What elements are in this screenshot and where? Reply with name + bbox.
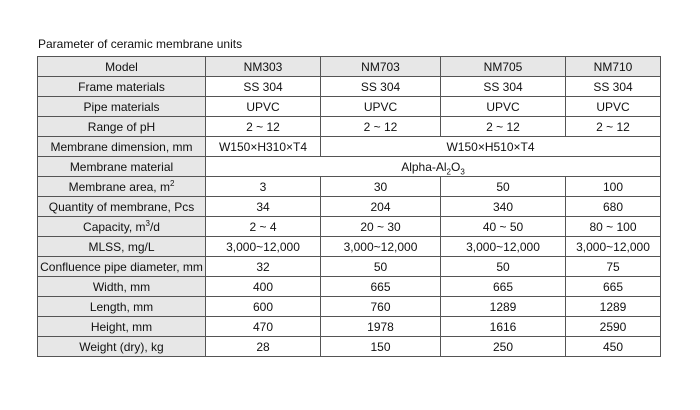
formula-subscript: 3 bbox=[460, 166, 465, 176]
row-label: Length, mm bbox=[38, 297, 206, 317]
table-cell: 1289 bbox=[441, 297, 566, 317]
table-cell: UPVC bbox=[321, 97, 441, 117]
header-row bbox=[38, 57, 661, 77]
table-cell: 2590 bbox=[566, 317, 661, 337]
table-cell: 204 bbox=[321, 197, 441, 217]
table-cell: 80 ~ 100 bbox=[566, 217, 661, 237]
table-cell: 3,000~12,000 bbox=[441, 237, 566, 257]
table-cell: 665 bbox=[566, 277, 661, 297]
table-cell: 450 bbox=[566, 337, 661, 357]
table-cell: W150×H310×T4 bbox=[206, 137, 321, 157]
table-row bbox=[38, 157, 661, 177]
table-cell: 2 ~ 12 bbox=[206, 117, 321, 137]
row-label: Width, mm bbox=[38, 277, 206, 297]
table-cell: 150 bbox=[321, 337, 441, 357]
column-header-nm303: NM303 bbox=[206, 57, 321, 77]
column-header-nm703: NM703 bbox=[321, 57, 441, 77]
row-label bbox=[38, 217, 206, 237]
column-header-nm705: NM705 bbox=[441, 57, 566, 77]
table-cell: 20 ~ 30 bbox=[321, 217, 441, 237]
table-cell: 2 ~ 4 bbox=[206, 217, 321, 237]
formula-text: O bbox=[451, 159, 461, 174]
table-cell-merged: W150×H510×T4 bbox=[321, 137, 661, 157]
table-cell: 3,000~12,000 bbox=[566, 237, 661, 257]
table-cell: 32 bbox=[206, 257, 321, 277]
table-row bbox=[38, 177, 661, 197]
table-row bbox=[38, 277, 661, 297]
table-cell: 760 bbox=[321, 297, 441, 317]
table-cell: 100 bbox=[566, 177, 661, 197]
table-row bbox=[38, 137, 661, 157]
table-cell: 1289 bbox=[566, 297, 661, 317]
table-cell: 470 bbox=[206, 317, 321, 337]
table-cell: 665 bbox=[321, 277, 441, 297]
table-cell: 3,000~12,000 bbox=[206, 237, 321, 257]
table-cell: 40 ~ 50 bbox=[441, 217, 566, 237]
table-cell: 34 bbox=[206, 197, 321, 217]
table-cell: 2 ~ 12 bbox=[321, 117, 441, 137]
table-cell-merged bbox=[206, 157, 661, 177]
table-caption: Parameter of ceramic membrane units bbox=[38, 37, 243, 51]
table-cell: 28 bbox=[206, 337, 321, 357]
row-label: Quantity of membrane, Pcs bbox=[38, 197, 206, 217]
table-cell: 3,000~12,000 bbox=[321, 237, 441, 257]
formula-text: Alpha-Al bbox=[401, 159, 447, 174]
row-label: Weight (dry), kg bbox=[38, 337, 206, 357]
table-row bbox=[38, 337, 661, 357]
table-cell: 1616 bbox=[441, 317, 566, 337]
table-row bbox=[38, 237, 661, 257]
table-cell: UPVC bbox=[566, 97, 661, 117]
row-label: Height, mm bbox=[38, 317, 206, 337]
table-row bbox=[38, 77, 661, 97]
row-label: MLSS, mg/L bbox=[38, 237, 206, 257]
row-label: Confluence pipe diameter, mm bbox=[38, 257, 206, 277]
table-cell: 250 bbox=[441, 337, 566, 357]
unit-superscript: 3 bbox=[145, 218, 150, 228]
row-label: Membrane material bbox=[38, 157, 206, 177]
table-cell: 600 bbox=[206, 297, 321, 317]
table-cell: 680 bbox=[566, 197, 661, 217]
table-cell: UPVC bbox=[206, 97, 321, 117]
table-cell: 400 bbox=[206, 277, 321, 297]
column-header-model: Model bbox=[38, 57, 206, 77]
table-cell: SS 304 bbox=[321, 77, 441, 97]
table-cell: 30 bbox=[321, 177, 441, 197]
table-cell: 1978 bbox=[321, 317, 441, 337]
row-label bbox=[38, 177, 206, 197]
table-cell: 75 bbox=[566, 257, 661, 277]
table-cell: 340 bbox=[441, 197, 566, 217]
column-header-nm710: NM710 bbox=[566, 57, 661, 77]
row-label: Pipe materials bbox=[38, 97, 206, 117]
table-cell: 50 bbox=[441, 177, 566, 197]
formula-subscript: 2 bbox=[446, 166, 451, 176]
table-row bbox=[38, 197, 661, 217]
table-row bbox=[38, 217, 661, 237]
row-label-text: Capacity, m bbox=[83, 219, 146, 234]
parameter-table bbox=[37, 56, 661, 357]
table-row bbox=[38, 297, 661, 317]
row-label-text: Membrane area, m bbox=[68, 179, 170, 194]
table-cell: 3 bbox=[206, 177, 321, 197]
table-row bbox=[38, 257, 661, 277]
unit-superscript: 2 bbox=[169, 178, 175, 188]
row-label: Frame materials bbox=[38, 77, 206, 97]
table-cell: 2 ~ 12 bbox=[441, 117, 566, 137]
table-cell: SS 304 bbox=[206, 77, 321, 97]
table-cell: 50 bbox=[441, 257, 566, 277]
row-label-text: /d bbox=[149, 219, 160, 234]
table-cell: 2 ~ 12 bbox=[566, 117, 661, 137]
table-cell: SS 304 bbox=[566, 77, 661, 97]
table-row bbox=[38, 117, 661, 137]
table-cell: SS 304 bbox=[441, 77, 566, 97]
table-row bbox=[38, 317, 661, 337]
row-label: Membrane dimension, mm bbox=[38, 137, 206, 157]
table-cell: 50 bbox=[321, 257, 441, 277]
table-row bbox=[38, 97, 661, 117]
table-cell: 665 bbox=[441, 277, 566, 297]
table-cell: UPVC bbox=[441, 97, 566, 117]
row-label: Range of pH bbox=[38, 117, 206, 137]
